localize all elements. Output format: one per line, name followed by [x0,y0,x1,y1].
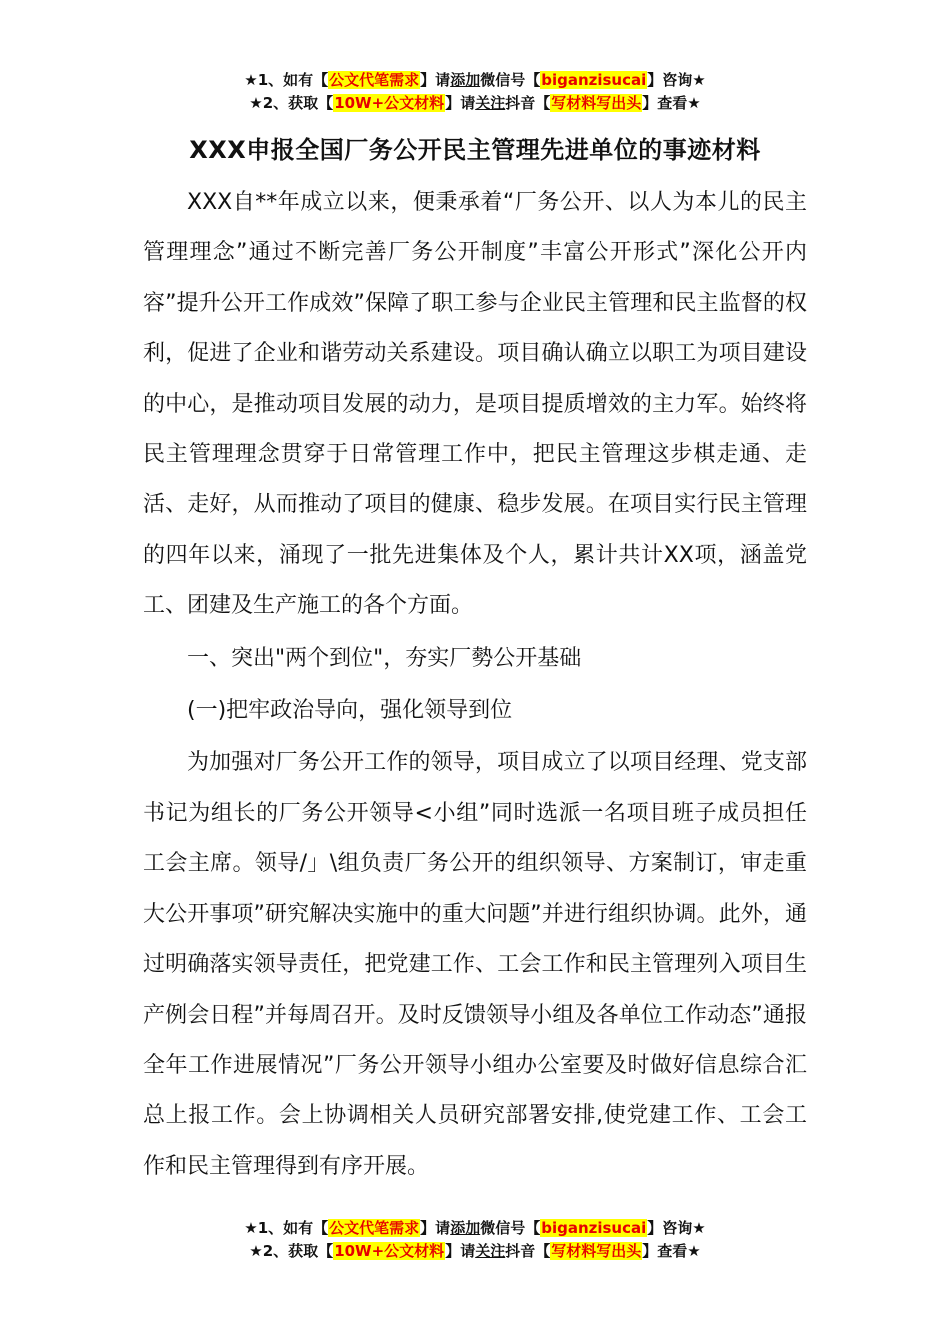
ad-text: 】请 [445,1242,476,1260]
ad-text: 抖音【 [505,1242,551,1260]
document-body [143,178,807,1192]
top-ad-banner [0,69,950,115]
ad-text: ★2、获取【 [249,1242,334,1260]
ad-line-1 [0,69,950,92]
ad-highlight-service: 公文代笔需求 [329,1219,420,1237]
ad-text: ★1、如有【 [244,1219,329,1237]
document-title: XXX申报全国厂务公开民主管理先进单位的事迹材料 [189,136,761,164]
ad-underline-text: 关注 [475,94,506,112]
subsection-heading-1: (一)把牢政治导向，强化领导到位 [187,698,513,724]
ad-text: ★1、如有【 [244,71,329,89]
ad-text: 】请 [420,71,451,89]
ad-text: 】查看★ [642,1242,701,1260]
paragraph-leadership: 为加强对厂务公开工作的领导，项目成立了以项目经理、党支部书记为组长的厂务公开领导<小组”同时选派一名项目班子成员担任工会主席。领导/」\组负责厂务公开的组织领导、方案制订，审走重大公开事项”研究解决实施中的重大问题”并进行组织协调。此外，通过明确落实领导责任，把党建工作、工会工作和民主管理列入项目生产例会日程”并每周召开。及时反馈领导小组及各单位工作动态”通报全年工作进展情况”厂务公开领导小组办公室要及时做好信息综合汇总上报工作。会上协调相关人员研究部署安排,使党建工作、工会工作和民主管理得到有序开展。 [143,750,807,1179]
ad-text: 微信号【 [480,71,541,89]
ad-text: 】咨询★ [647,71,706,89]
ad-underline-text: 关注 [475,1242,506,1260]
ad-line-2 [0,92,950,115]
ad-highlight-service: 公文代笔需求 [329,71,420,89]
ad-line-1 [0,1217,950,1240]
section-heading-1: 一、突出"两个到位"，夯实厂勢公开基础 [187,645,582,671]
ad-text: 抖音【 [505,94,551,112]
ad-highlight-douyin-id: 写材料写出头 [551,94,642,112]
ad-text: ★2、获取【 [249,94,334,112]
ad-text: 】查看★ [642,94,701,112]
ad-line-2 [0,1240,950,1263]
ad-highlight-wechat-id: biganzisucai [541,71,647,89]
ad-text: 】咨询★ [647,1219,706,1237]
ad-underline-text: 添加 [450,71,481,89]
ad-underline-text: 添加 [450,1219,481,1237]
ad-text: 微信号【 [480,1219,541,1237]
paragraph-intro: XXX自**年成立以来，便秉承着“厂务公开、以人为本儿的民主管理理念”通过不断完善厂务公开制度”丰富公开形式”深化公开内容”提升公开工作成效”保障了职工参与企业民主管理和民主监督的权利，促进了企业和谐劳动关系建设。项目确认确立以职工为项目建设的中心，是推动项目发展的动力，是项目提质增效的主力军。始终将民主管理理念贯穿于日常管理工作中，把民主管理这步棋走通、走活、走好，从而推动了项目的健康、稳步发展。在项目实行民主管理的四年以来，涌现了一批先进集体及个人，累计共计XX项，涵盖党工、团建及生产施工的各个方面。 [143,190,807,619]
ad-highlight-materials: 10W+公文材料 [334,94,445,112]
ad-text: 】请 [420,1219,451,1237]
ad-highlight-douyin-id: 写材料写出头 [551,1242,642,1260]
ad-highlight-wechat-id: biganzisucai [541,1219,647,1237]
ad-highlight-materials: 10W+公文材料 [334,1242,445,1260]
bottom-ad-banner [0,1217,950,1263]
ad-text: 】请 [445,94,476,112]
